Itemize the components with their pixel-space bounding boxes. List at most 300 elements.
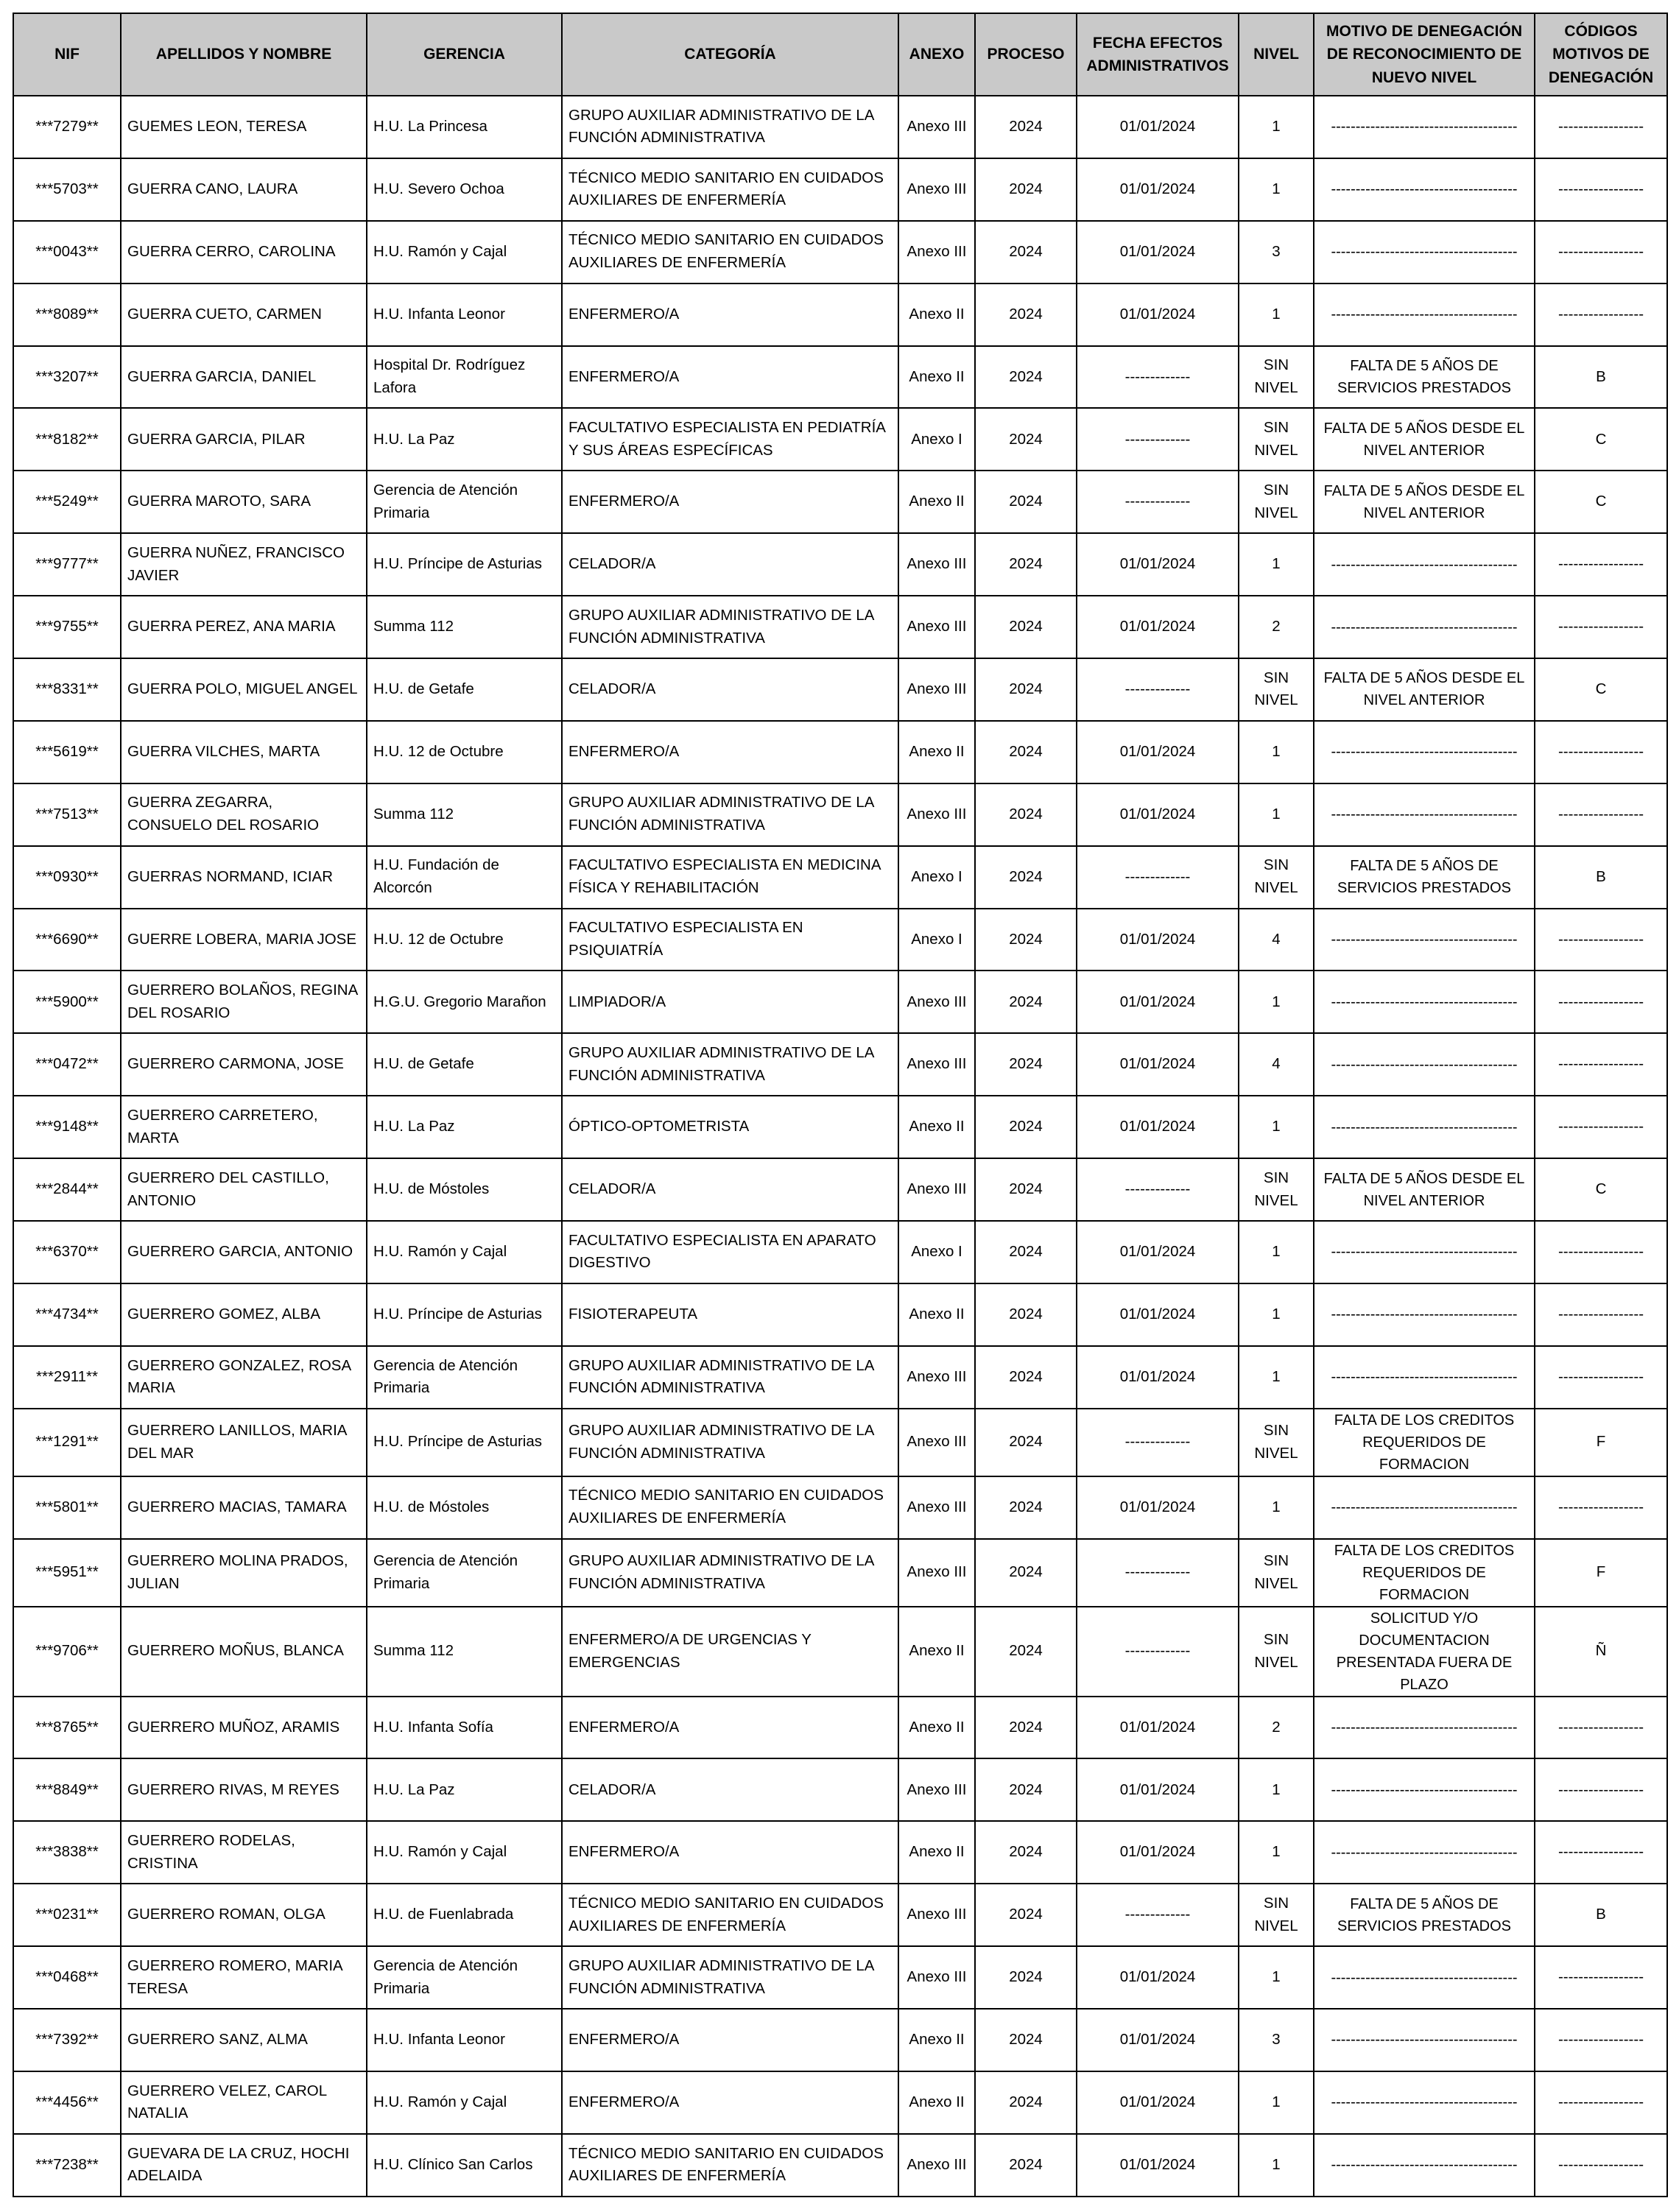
cell-nombre: GUERRA ZEGARRA, CONSUELO DEL ROSARIO <box>121 783 367 846</box>
cell-nivel: SIN NIVEL <box>1239 471 1314 533</box>
cell-proceso: 2024 <box>975 658 1077 721</box>
cell-nif: ***1291** <box>13 1409 121 1476</box>
cell-codigo: ----------------- <box>1535 2134 1667 2197</box>
cell-fecha: 01/01/2024 <box>1077 221 1239 283</box>
cell-nif: ***9777** <box>13 533 121 596</box>
cell-codigo: ----------------- <box>1535 1096 1667 1158</box>
cell-proceso: 2024 <box>975 533 1077 596</box>
cell-fecha: 01/01/2024 <box>1077 783 1239 846</box>
table-row <box>13 1158 1667 1221</box>
cell-gerencia: Summa 112 <box>367 596 562 658</box>
cell-anexo: Anexo II <box>898 346 975 409</box>
cell-codigo: F <box>1535 1539 1667 1607</box>
cell-nivel: 1 <box>1239 283 1314 346</box>
cell-gerencia: H.U. Infanta Leonor <box>367 2009 562 2071</box>
cell-proceso: 2024 <box>975 1946 1077 2009</box>
cell-nivel: 1 <box>1239 1821 1314 1884</box>
cell-nivel: 1 <box>1239 1346 1314 1409</box>
cell-anexo: Anexo I <box>898 909 975 971</box>
cell-anexo: Anexo III <box>898 596 975 658</box>
cell-categoria: FACULTATIVO ESPECIALISTA EN PEDIATRÍA Y SUS ÁREAS ESPECÍFICAS <box>562 408 898 471</box>
cell-nif: ***0930** <box>13 846 121 909</box>
cell-motivo: -------------------------------------- <box>1314 783 1535 846</box>
cell-anexo: Anexo II <box>898 471 975 533</box>
cell-anexo: Anexo III <box>898 658 975 721</box>
cell-proceso: 2024 <box>975 2134 1077 2197</box>
cell-anexo: Anexo II <box>898 1283 975 1346</box>
cell-motivo: FALTA DE 5 AÑOS DESDE EL NIVEL ANTERIOR <box>1314 1158 1535 1221</box>
cell-nif: ***4734** <box>13 1283 121 1346</box>
cell-fecha: ------------- <box>1077 471 1239 533</box>
cell-nombre: GUERRA VILCHES, MARTA <box>121 721 367 783</box>
header-nif: NIF <box>13 13 121 96</box>
cell-motivo: -------------------------------------- <box>1314 1946 1535 2009</box>
cell-fecha: ------------- <box>1077 346 1239 409</box>
cell-categoria: TÉCNICO MEDIO SANITARIO EN CUIDADOS AUXILIARES DE ENFERMERÍA <box>562 221 898 283</box>
table-row <box>13 1221 1667 1283</box>
cell-nombre: GUERRERO CARRETERO, MARTA <box>121 1096 367 1158</box>
cell-nivel: 1 <box>1239 971 1314 1033</box>
cell-codigo: Ñ <box>1535 1607 1667 1697</box>
cell-anexo: Anexo III <box>898 1346 975 1409</box>
cell-fecha: 01/01/2024 <box>1077 96 1239 158</box>
cell-nombre: GUEMES LEON, TERESA <box>121 96 367 158</box>
cell-codigo: ----------------- <box>1535 1946 1667 2009</box>
cell-motivo: -------------------------------------- <box>1314 1821 1535 1884</box>
cell-categoria: GRUPO AUXILIAR ADMINISTRATIVO DE LA FUNCIÓN ADMINISTRATIVA <box>562 1033 898 1096</box>
cell-gerencia: H.U. 12 de Octubre <box>367 721 562 783</box>
cell-gerencia: H.U. de Fuenlabrada <box>367 1884 562 1946</box>
cell-categoria: TÉCNICO MEDIO SANITARIO EN CUIDADOS AUXILIARES DE ENFERMERÍA <box>562 158 898 221</box>
cell-nombre: GUERRA GARCIA, PILAR <box>121 408 367 471</box>
cell-motivo: FALTA DE 5 AÑOS DE SERVICIOS PRESTADOS <box>1314 346 1535 409</box>
table-row <box>13 909 1667 971</box>
cell-proceso: 2024 <box>975 96 1077 158</box>
cell-proceso: 2024 <box>975 1158 1077 1221</box>
cell-categoria: CELADOR/A <box>562 533 898 596</box>
cell-anexo: Anexo III <box>898 1539 975 1607</box>
cell-codigo: ----------------- <box>1535 96 1667 158</box>
cell-nivel: 1 <box>1239 1221 1314 1283</box>
cell-proceso: 2024 <box>975 1221 1077 1283</box>
cell-nivel: 4 <box>1239 909 1314 971</box>
table-row <box>13 96 1667 158</box>
cell-fecha: 01/01/2024 <box>1077 1096 1239 1158</box>
cell-codigo: ----------------- <box>1535 596 1667 658</box>
cell-motivo: -------------------------------------- <box>1314 158 1535 221</box>
cell-fecha: 01/01/2024 <box>1077 596 1239 658</box>
cell-anexo: Anexo III <box>898 783 975 846</box>
cell-fecha: 01/01/2024 <box>1077 1758 1239 1821</box>
cell-proceso: 2024 <box>975 283 1077 346</box>
cell-codigo: ----------------- <box>1535 1283 1667 1346</box>
cell-nombre: GUERRA GARCIA, DANIEL <box>121 346 367 409</box>
cell-fecha: 01/01/2024 <box>1077 971 1239 1033</box>
cell-motivo: -------------------------------------- <box>1314 2071 1535 2134</box>
cell-anexo: Anexo III <box>898 2134 975 2197</box>
cell-proceso: 2024 <box>975 846 1077 909</box>
cell-fecha: ------------- <box>1077 1539 1239 1607</box>
cell-anexo: Anexo II <box>898 1607 975 1697</box>
table-row <box>13 1607 1667 1697</box>
cell-codigo: B <box>1535 1884 1667 1946</box>
cell-fecha: 01/01/2024 <box>1077 1346 1239 1409</box>
cell-nif: ***7392** <box>13 2009 121 2071</box>
cell-proceso: 2024 <box>975 1539 1077 1607</box>
cell-nivel: SIN NIVEL <box>1239 1158 1314 1221</box>
cell-motivo: FALTA DE 5 AÑOS DESDE EL NIVEL ANTERIOR <box>1314 408 1535 471</box>
table-row <box>13 221 1667 283</box>
cell-nif: ***8765** <box>13 1697 121 1759</box>
cell-motivo: -------------------------------------- <box>1314 1283 1535 1346</box>
cell-nombre: GUERRERO MUÑOZ, ARAMIS <box>121 1697 367 1759</box>
cell-nombre: GUERRA CERRO, CAROLINA <box>121 221 367 283</box>
cell-fecha: ------------- <box>1077 1158 1239 1221</box>
cell-categoria: TÉCNICO MEDIO SANITARIO EN CUIDADOS AUXILIARES DE ENFERMERÍA <box>562 1884 898 1946</box>
cell-nif: ***5249** <box>13 471 121 533</box>
cell-motivo: -------------------------------------- <box>1314 971 1535 1033</box>
cell-gerencia: Summa 112 <box>367 1607 562 1697</box>
cell-nombre: GUERRERO MACIAS, TAMARA <box>121 1476 367 1539</box>
header-fecha: FECHA EFECTOS ADMINISTRATIVOS <box>1077 13 1239 96</box>
cell-nivel: SIN NIVEL <box>1239 408 1314 471</box>
cell-categoria: GRUPO AUXILIAR ADMINISTRATIVO DE LA FUNCIÓN ADMINISTRATIVA <box>562 596 898 658</box>
cell-gerencia: H.U. Infanta Leonor <box>367 283 562 346</box>
cell-nif: ***8849** <box>13 1758 121 1821</box>
cell-nivel: SIN NIVEL <box>1239 658 1314 721</box>
header-categoria: CATEGORÍA <box>562 13 898 96</box>
cell-nif: ***6690** <box>13 909 121 971</box>
cell-motivo: -------------------------------------- <box>1314 596 1535 658</box>
cell-anexo: Anexo III <box>898 96 975 158</box>
cell-codigo: ----------------- <box>1535 158 1667 221</box>
cell-nivel: 3 <box>1239 221 1314 283</box>
cell-anexo: Anexo II <box>898 1096 975 1158</box>
cell-gerencia: Gerencia de Atención Primaria <box>367 1346 562 1409</box>
cell-nivel: SIN NIVEL <box>1239 1539 1314 1607</box>
cell-codigo: ----------------- <box>1535 1821 1667 1884</box>
cell-anexo: Anexo III <box>898 1476 975 1539</box>
cell-nombre: GUERRERO CARMONA, JOSE <box>121 1033 367 1096</box>
cell-nivel: 2 <box>1239 1697 1314 1759</box>
cell-categoria: GRUPO AUXILIAR ADMINISTRATIVO DE LA FUNCIÓN ADMINISTRATIVA <box>562 1346 898 1409</box>
cell-nivel: 4 <box>1239 1033 1314 1096</box>
cell-nombre: GUERRERO GARCIA, ANTONIO <box>121 1221 367 1283</box>
cell-anexo: Anexo II <box>898 721 975 783</box>
cell-nombre: GUERRA POLO, MIGUEL ANGEL <box>121 658 367 721</box>
cell-fecha: 01/01/2024 <box>1077 1821 1239 1884</box>
cell-nombre: GUERRERO DEL CASTILLO, ANTONIO <box>121 1158 367 1221</box>
cell-codigo: ----------------- <box>1535 221 1667 283</box>
cell-motivo: -------------------------------------- <box>1314 283 1535 346</box>
cell-proceso: 2024 <box>975 1283 1077 1346</box>
cell-categoria: GRUPO AUXILIAR ADMINISTRATIVO DE LA FUNCIÓN ADMINISTRATIVA <box>562 96 898 158</box>
cell-fecha: 01/01/2024 <box>1077 1697 1239 1759</box>
table-row <box>13 971 1667 1033</box>
cell-codigo: ----------------- <box>1535 1346 1667 1409</box>
cell-proceso: 2024 <box>975 221 1077 283</box>
cell-codigo: ----------------- <box>1535 1758 1667 1821</box>
cell-motivo: FALTA DE 5 AÑOS DE SERVICIOS PRESTADOS <box>1314 1884 1535 1946</box>
cell-gerencia: Hospital Dr. Rodríguez Lafora <box>367 346 562 409</box>
cell-fecha: 01/01/2024 <box>1077 909 1239 971</box>
cell-proceso: 2024 <box>975 158 1077 221</box>
cell-gerencia: H.U. Príncipe de Asturias <box>367 1409 562 1476</box>
cell-gerencia: H.U. La Paz <box>367 1096 562 1158</box>
cell-nif: ***3838** <box>13 1821 121 1884</box>
cell-nivel: 3 <box>1239 2009 1314 2071</box>
cell-anexo: Anexo III <box>898 1946 975 2009</box>
cell-nombre: GUERRERO BOLAÑOS, REGINA DEL ROSARIO <box>121 971 367 1033</box>
cell-nivel: SIN NIVEL <box>1239 346 1314 409</box>
cell-codigo: B <box>1535 846 1667 909</box>
cell-nif: ***7238** <box>13 2134 121 2197</box>
cell-motivo: -------------------------------------- <box>1314 221 1535 283</box>
table-row <box>13 1884 1667 1946</box>
cell-proceso: 2024 <box>975 1033 1077 1096</box>
cell-fecha: ------------- <box>1077 658 1239 721</box>
cell-nif: ***9755** <box>13 596 121 658</box>
cell-categoria: ENFERMERO/A <box>562 471 898 533</box>
cell-nivel: 1 <box>1239 158 1314 221</box>
cell-categoria: TÉCNICO MEDIO SANITARIO EN CUIDADOS AUXILIARES DE ENFERMERÍA <box>562 2134 898 2197</box>
cell-proceso: 2024 <box>975 346 1077 409</box>
cell-nombre: GUERRERO MOLINA PRADOS, JULIAN <box>121 1539 367 1607</box>
table-row <box>13 783 1667 846</box>
cell-anexo: Anexo II <box>898 2009 975 2071</box>
cell-nombre: GUERRERO SANZ, ALMA <box>121 2009 367 2071</box>
cell-codigo: ----------------- <box>1535 971 1667 1033</box>
cell-nivel: SIN NIVEL <box>1239 1409 1314 1476</box>
cell-motivo: -------------------------------------- <box>1314 2134 1535 2197</box>
cell-motivo: -------------------------------------- <box>1314 1476 1535 1539</box>
cell-nivel: 1 <box>1239 533 1314 596</box>
cell-categoria: ENFERMERO/A <box>562 346 898 409</box>
cell-nombre: GUERRERO VELEZ, CAROL NATALIA <box>121 2071 367 2134</box>
cell-gerencia: H.U. de Móstoles <box>367 1158 562 1221</box>
table-row <box>13 658 1667 721</box>
cell-nif: ***0231** <box>13 1884 121 1946</box>
cell-motivo: -------------------------------------- <box>1314 2009 1535 2071</box>
table-row <box>13 1821 1667 1884</box>
cell-fecha: ------------- <box>1077 1884 1239 1946</box>
cell-categoria: CELADOR/A <box>562 658 898 721</box>
cell-proceso: 2024 <box>975 1697 1077 1759</box>
cell-gerencia: H.U. La Paz <box>367 1758 562 1821</box>
cell-proceso: 2024 <box>975 721 1077 783</box>
cell-codigo: C <box>1535 658 1667 721</box>
cell-nombre: GUERRA CANO, LAURA <box>121 158 367 221</box>
cell-gerencia: Summa 112 <box>367 783 562 846</box>
cell-fecha: 01/01/2024 <box>1077 2071 1239 2134</box>
cell-fecha: 01/01/2024 <box>1077 158 1239 221</box>
cell-categoria: ENFERMERO/A <box>562 721 898 783</box>
cell-nombre: GUERRA NUÑEZ, FRANCISCO JAVIER <box>121 533 367 596</box>
cell-nif: ***7279** <box>13 96 121 158</box>
cell-motivo: FALTA DE LOS CREDITOS REQUERIDOS DE FORMACION <box>1314 1409 1535 1476</box>
cell-motivo: -------------------------------------- <box>1314 533 1535 596</box>
cell-fecha: ------------- <box>1077 1409 1239 1476</box>
cell-nif: ***9148** <box>13 1096 121 1158</box>
cell-categoria: CELADOR/A <box>562 1758 898 1821</box>
cell-gerencia: Gerencia de Atención Primaria <box>367 471 562 533</box>
cell-anexo: Anexo III <box>898 971 975 1033</box>
cell-nif: ***8331** <box>13 658 121 721</box>
cell-proceso: 2024 <box>975 1096 1077 1158</box>
cell-gerencia: H.U. de Móstoles <box>367 1476 562 1539</box>
cell-nivel: 1 <box>1239 1096 1314 1158</box>
cell-categoria: LIMPIADOR/A <box>562 971 898 1033</box>
cell-nif: ***7513** <box>13 783 121 846</box>
cell-gerencia: H.U. Ramón y Cajal <box>367 1221 562 1283</box>
cell-nif: ***0468** <box>13 1946 121 2009</box>
table-row <box>13 2134 1667 2197</box>
cell-proceso: 2024 <box>975 1758 1077 1821</box>
cell-anexo: Anexo III <box>898 1033 975 1096</box>
cell-anexo: Anexo III <box>898 533 975 596</box>
cell-nivel: 1 <box>1239 1946 1314 2009</box>
table-row <box>13 1539 1667 1607</box>
cell-motivo: FALTA DE 5 AÑOS DESDE EL NIVEL ANTERIOR <box>1314 471 1535 533</box>
cell-categoria: FACULTATIVO ESPECIALISTA EN PSIQUIATRÍA <box>562 909 898 971</box>
cell-codigo: ----------------- <box>1535 1697 1667 1759</box>
cell-motivo: -------------------------------------- <box>1314 909 1535 971</box>
cell-nivel: 2 <box>1239 596 1314 658</box>
cell-fecha: ------------- <box>1077 408 1239 471</box>
cell-proceso: 2024 <box>975 408 1077 471</box>
cell-nif: ***8182** <box>13 408 121 471</box>
header-anexo: ANEXO <box>898 13 975 96</box>
cell-nombre: GUERRERO ROMAN, OLGA <box>121 1884 367 1946</box>
cell-categoria: ENFERMERO/A <box>562 283 898 346</box>
cell-nif: ***0043** <box>13 221 121 283</box>
cell-nivel: 1 <box>1239 1758 1314 1821</box>
cell-codigo: C <box>1535 471 1667 533</box>
cell-gerencia: Gerencia de Atención Primaria <box>367 1539 562 1607</box>
cell-codigo: ----------------- <box>1535 283 1667 346</box>
cell-codigo: C <box>1535 1158 1667 1221</box>
header-motivo: MOTIVO DE DENEGACIÓN DE RECONOCIMIENTO DE NUEVO NIVEL <box>1314 13 1535 96</box>
cell-anexo: Anexo II <box>898 1821 975 1884</box>
table-row <box>13 283 1667 346</box>
cell-categoria: ENFERMERO/A <box>562 2009 898 2071</box>
cell-proceso: 2024 <box>975 909 1077 971</box>
cell-nif: ***3207** <box>13 346 121 409</box>
cell-fecha: 01/01/2024 <box>1077 1221 1239 1283</box>
cell-motivo: FALTA DE LOS CREDITOS REQUERIDOS DE FORMACION <box>1314 1539 1535 1607</box>
cell-proceso: 2024 <box>975 783 1077 846</box>
cell-nif: ***6370** <box>13 1221 121 1283</box>
table-row <box>13 1946 1667 2009</box>
cell-nivel: 1 <box>1239 2134 1314 2197</box>
cell-nif: ***5703** <box>13 158 121 221</box>
cell-motivo: -------------------------------------- <box>1314 96 1535 158</box>
cell-codigo: ----------------- <box>1535 1221 1667 1283</box>
table-row <box>13 1283 1667 1346</box>
cell-nombre: GUERRA MAROTO, SARA <box>121 471 367 533</box>
cell-motivo: FALTA DE 5 AÑOS DESDE EL NIVEL ANTERIOR <box>1314 658 1535 721</box>
table-row <box>13 596 1667 658</box>
cell-proceso: 2024 <box>975 1346 1077 1409</box>
cell-fecha: 01/01/2024 <box>1077 1946 1239 2009</box>
cell-categoria: ÓPTICO-OPTOMETRISTA <box>562 1096 898 1158</box>
cell-categoria: ENFERMERO/A <box>562 1821 898 1884</box>
cell-gerencia: H.U. Severo Ochoa <box>367 158 562 221</box>
cell-proceso: 2024 <box>975 2071 1077 2134</box>
cell-nombre: GUERRERO GOMEZ, ALBA <box>121 1283 367 1346</box>
cell-nif: ***9706** <box>13 1607 121 1697</box>
cell-categoria: CELADOR/A <box>562 1158 898 1221</box>
cell-motivo: -------------------------------------- <box>1314 721 1535 783</box>
table-row <box>13 721 1667 783</box>
cell-codigo: ----------------- <box>1535 1033 1667 1096</box>
cell-gerencia: H.U. de Getafe <box>367 1033 562 1096</box>
cell-fecha: 01/01/2024 <box>1077 533 1239 596</box>
cell-categoria: GRUPO AUXILIAR ADMINISTRATIVO DE LA FUNCIÓN ADMINISTRATIVA <box>562 783 898 846</box>
cell-categoria: TÉCNICO MEDIO SANITARIO EN CUIDADOS AUXILIARES DE ENFERMERÍA <box>562 1476 898 1539</box>
table-row <box>13 1346 1667 1409</box>
cell-nif: ***2911** <box>13 1346 121 1409</box>
cell-nif: ***5801** <box>13 1476 121 1539</box>
table-row <box>13 1697 1667 1759</box>
cell-nombre: GUERRA CUETO, CARMEN <box>121 283 367 346</box>
header-proceso: PROCESO <box>975 13 1077 96</box>
cell-gerencia: H.U. Príncipe de Asturias <box>367 1283 562 1346</box>
cell-proceso: 2024 <box>975 2009 1077 2071</box>
cell-proceso: 2024 <box>975 471 1077 533</box>
table-row <box>13 1033 1667 1096</box>
cell-fecha: 01/01/2024 <box>1077 2134 1239 2197</box>
cell-fecha: 01/01/2024 <box>1077 1033 1239 1096</box>
cell-codigo: ----------------- <box>1535 1476 1667 1539</box>
cell-proceso: 2024 <box>975 1884 1077 1946</box>
cell-motivo: -------------------------------------- <box>1314 1033 1535 1096</box>
cell-anexo: Anexo III <box>898 158 975 221</box>
header-gerencia: GERENCIA <box>367 13 562 96</box>
cell-gerencia: H.U. Infanta Sofía <box>367 1697 562 1759</box>
cell-nombre: GUERRA PEREZ, ANA MARIA <box>121 596 367 658</box>
cell-anexo: Anexo III <box>898 1758 975 1821</box>
cell-nombre: GUEVARA DE LA CRUZ, HOCHI ADELAIDA <box>121 2134 367 2197</box>
cell-nivel: 1 <box>1239 1476 1314 1539</box>
cell-nif: ***0472** <box>13 1033 121 1096</box>
table-row <box>13 471 1667 533</box>
cell-proceso: 2024 <box>975 1409 1077 1476</box>
cell-gerencia: H.U. de Getafe <box>367 658 562 721</box>
cell-nif: ***4456** <box>13 2071 121 2134</box>
cell-nivel: 1 <box>1239 1283 1314 1346</box>
cell-categoria: GRUPO AUXILIAR ADMINISTRATIVO DE LA FUNCIÓN ADMINISTRATIVA <box>562 1539 898 1607</box>
cell-nif: ***5619** <box>13 721 121 783</box>
cell-fecha: 01/01/2024 <box>1077 2009 1239 2071</box>
cell-categoria: FACULTATIVO ESPECIALISTA EN MEDICINA FÍSICA Y REHABILITACIÓN <box>562 846 898 909</box>
cell-anexo: Anexo III <box>898 1409 975 1476</box>
cell-nombre: GUERRAS NORMAND, ICIAR <box>121 846 367 909</box>
cell-nombre: GUERRERO ROMERO, MARIA TERESA <box>121 1946 367 2009</box>
cell-nombre: GUERRERO RIVAS, M REYES <box>121 1758 367 1821</box>
cell-gerencia: H.U. Ramón y Cajal <box>367 2071 562 2134</box>
table-row <box>13 2071 1667 2134</box>
cell-nombre: GUERRE LOBERA, MARIA JOSE <box>121 909 367 971</box>
cell-proceso: 2024 <box>975 971 1077 1033</box>
cell-gerencia: Gerencia de Atención Primaria <box>367 1946 562 2009</box>
cell-anexo: Anexo III <box>898 221 975 283</box>
cell-fecha: 01/01/2024 <box>1077 1283 1239 1346</box>
cell-fecha: ------------- <box>1077 846 1239 909</box>
cell-gerencia: H.G.U. Gregorio Marañon <box>367 971 562 1033</box>
table-row <box>13 533 1667 596</box>
cell-codigo: ----------------- <box>1535 533 1667 596</box>
